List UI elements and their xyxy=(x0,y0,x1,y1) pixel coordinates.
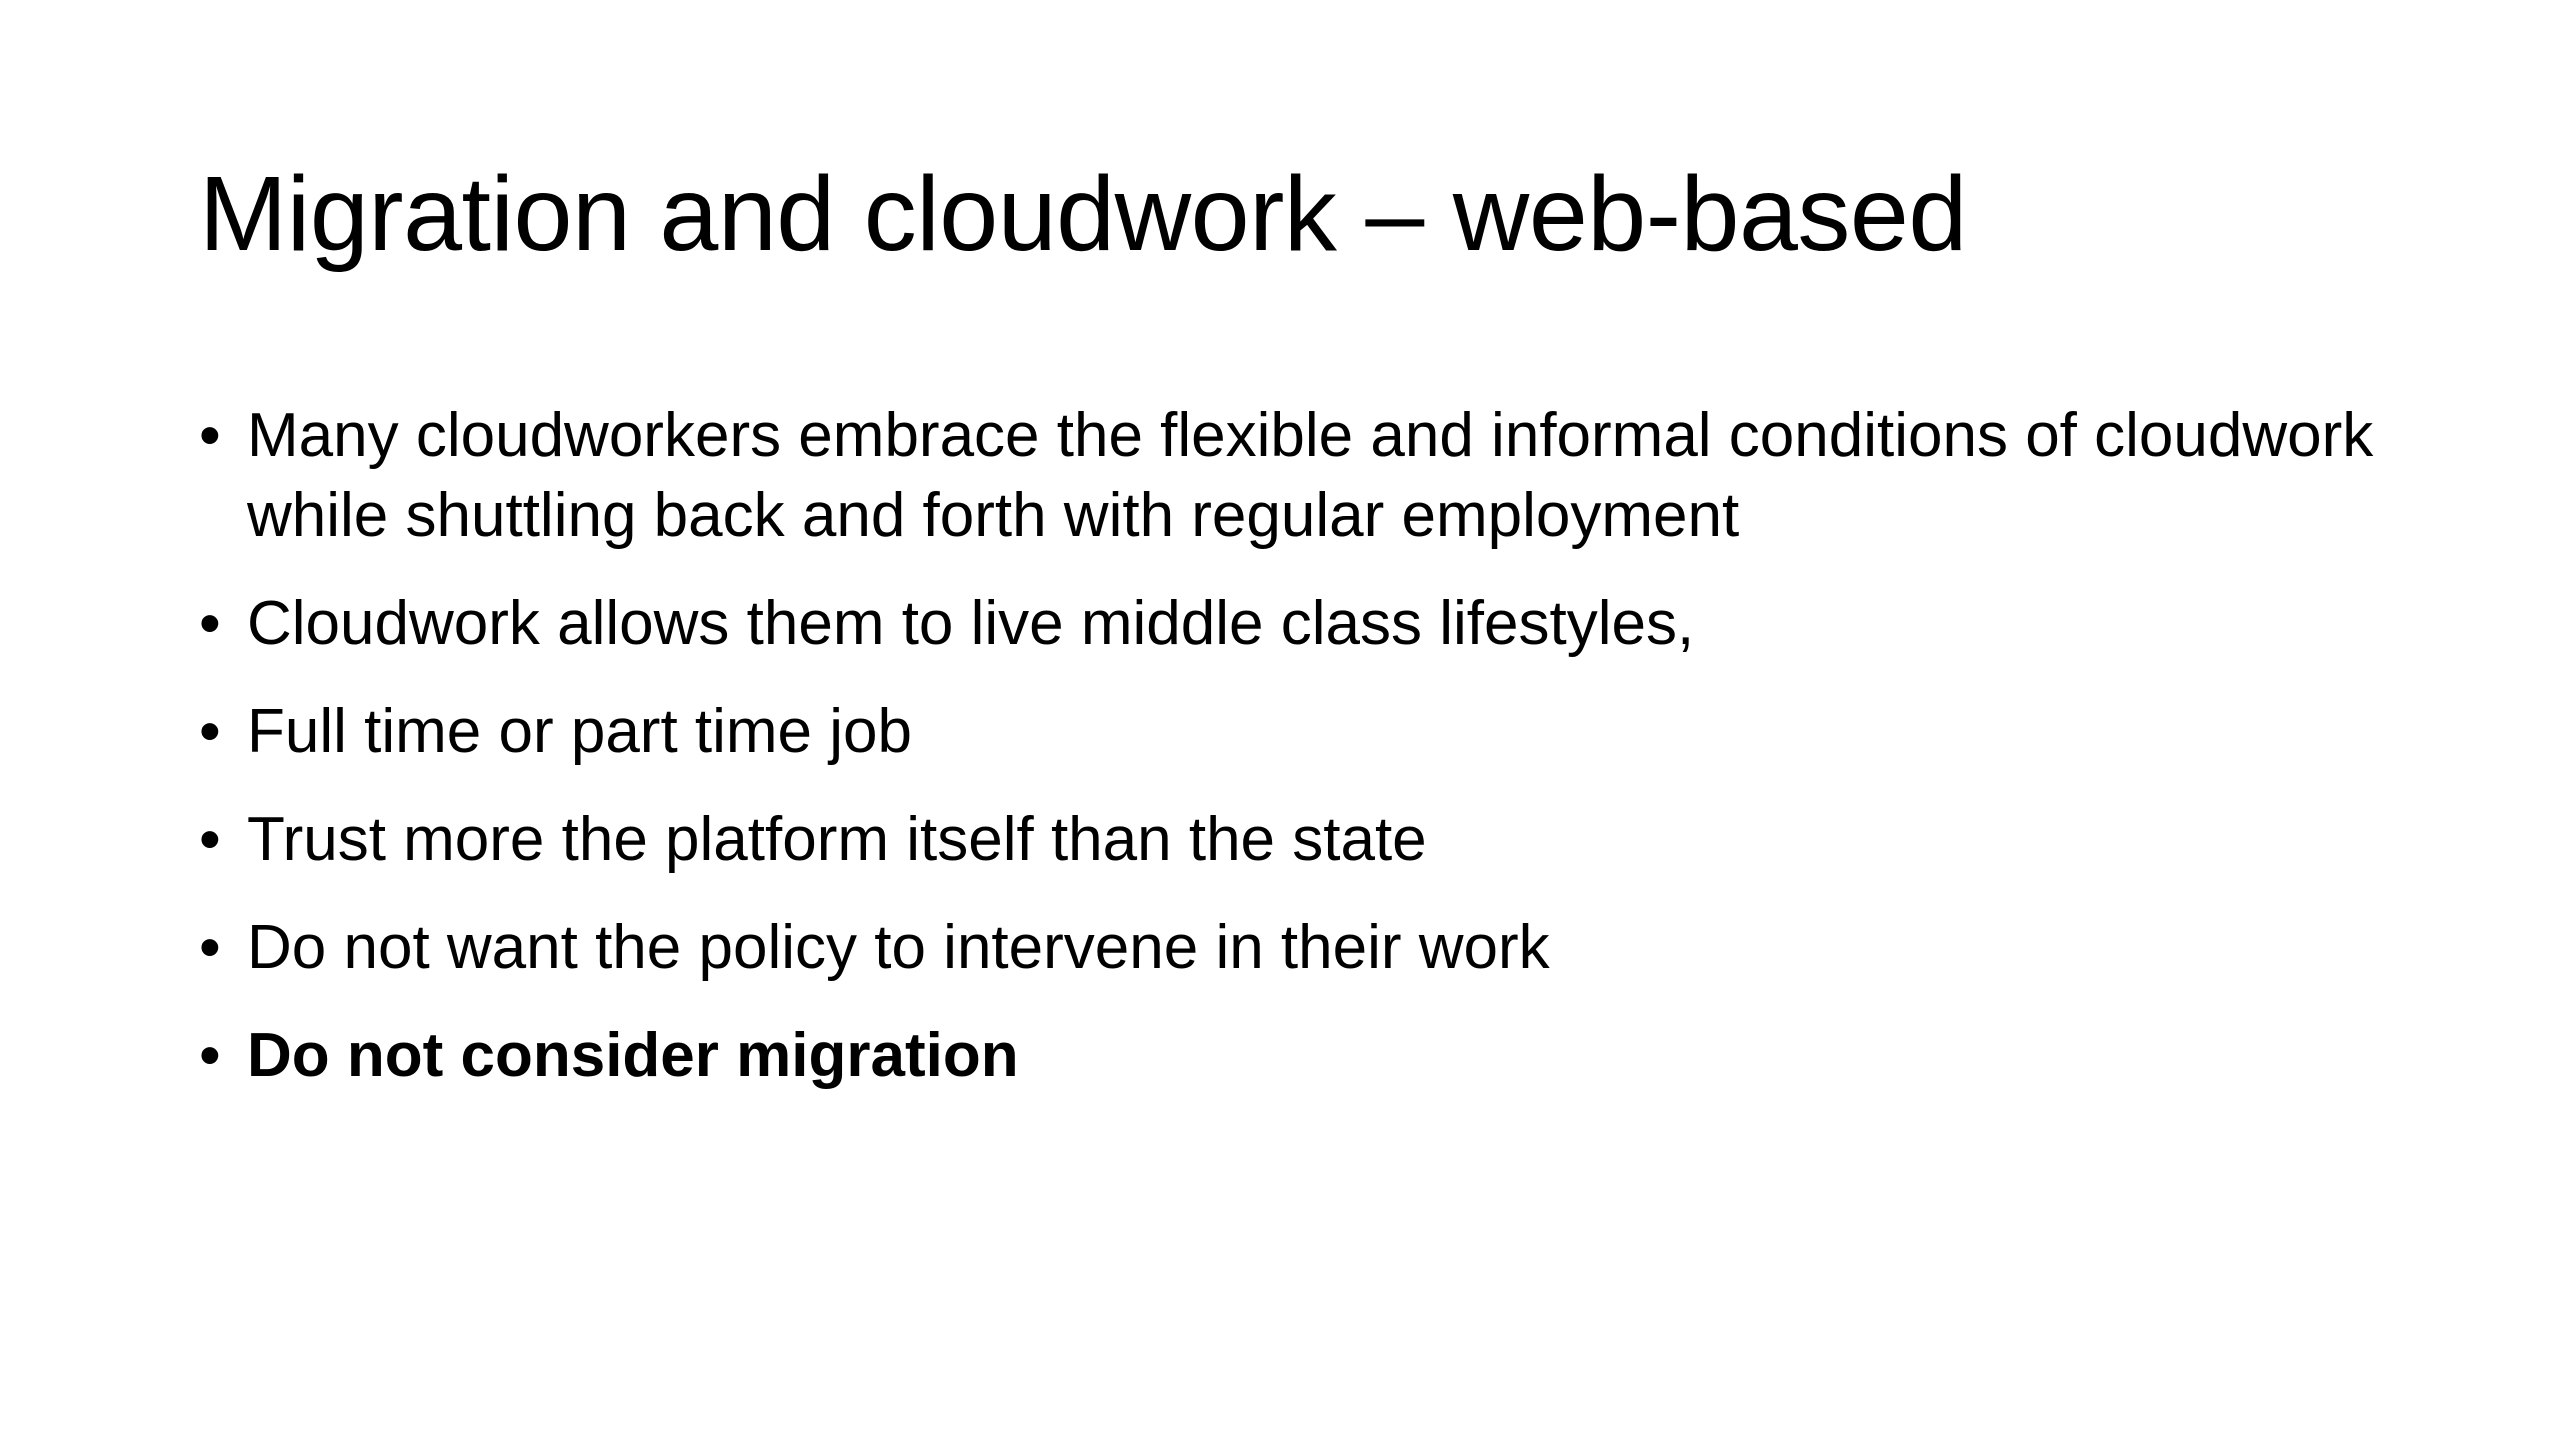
bullet-text: Cloudwork allows them to live middle class lifestyles, xyxy=(247,589,1695,658)
bullet-dot-icon: • xyxy=(199,913,221,982)
bullet-item xyxy=(199,692,2429,772)
bullet-item xyxy=(199,800,2429,880)
bullet-text: Do not want the policy to intervene in their work xyxy=(247,913,1550,982)
bullet-item xyxy=(199,584,2429,664)
bullet-text: Do not consider migration xyxy=(247,1021,1019,1090)
slide-title: Migration and cloudwork – web-based xyxy=(199,155,1967,273)
bullet-item-emphasized xyxy=(199,1016,2429,1096)
bullet-dot-icon: • xyxy=(199,1021,221,1090)
bullet-dot-icon: • xyxy=(199,589,221,658)
bullet-item xyxy=(199,396,2429,556)
bullet-item xyxy=(199,908,2429,988)
bullet-list xyxy=(199,396,2429,1124)
bullet-text: Many cloudworkers embrace the flexible and informal conditions of cloudwork while shuttling back and forth with regular employment xyxy=(247,401,2374,550)
bullet-dot-icon: • xyxy=(199,401,221,470)
bullet-dot-icon: • xyxy=(199,697,221,766)
bullet-text: Trust more the platform itself than the state xyxy=(247,805,1427,874)
bullet-text: Full time or part time job xyxy=(247,697,912,766)
bullet-dot-icon: • xyxy=(199,805,221,874)
